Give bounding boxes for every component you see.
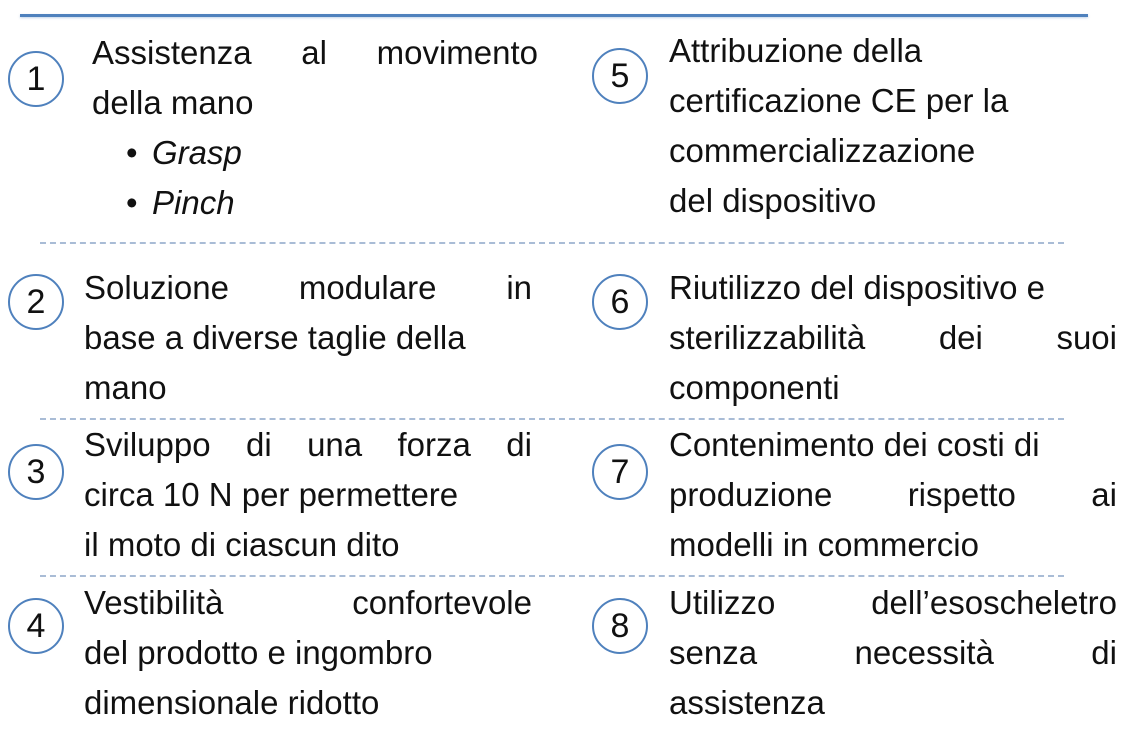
requirement-5 <box>669 26 1109 226</box>
number-badge-7: 7 <box>592 444 648 500</box>
requirement-6 <box>669 263 1117 413</box>
requirement-7-line-3: modelli in commercio <box>669 526 979 563</box>
word: Assistenza <box>92 34 252 71</box>
requirement-2-line-3: mano <box>84 369 167 406</box>
bullet-dot-icon: • <box>126 184 138 221</box>
requirement-6-line-1: Riutilizzo del dispositivo e <box>669 269 1046 306</box>
requirement-5-line-3: commercializzazione <box>669 132 976 169</box>
row-divider-1 <box>40 242 1064 244</box>
word: Vestibilità <box>84 584 224 621</box>
requirement-1-line-1 <box>92 28 538 78</box>
word: produzione <box>669 476 833 513</box>
word: in <box>506 269 532 306</box>
requirement-1 <box>92 28 538 228</box>
requirement-3-line-1 <box>84 420 532 470</box>
requirement-2-line-2: base a diverse taglie della <box>84 319 466 356</box>
word: al <box>301 34 327 71</box>
word: suoi <box>1056 319 1117 356</box>
requirement-2-line-1 <box>84 263 532 313</box>
word: senza <box>669 634 758 671</box>
requirement-3 <box>84 420 532 570</box>
word: di <box>506 426 532 463</box>
number-badge-4: 4 <box>8 598 64 654</box>
requirement-4-line-1 <box>84 578 532 628</box>
requirement-7-line-2 <box>669 470 1117 520</box>
word: Sviluppo <box>84 426 211 463</box>
word: dei <box>938 319 983 356</box>
word: ai <box>1091 476 1117 513</box>
word: di <box>1091 634 1117 671</box>
requirement-5-line-2: certificazione CE per la <box>669 82 1009 119</box>
bullet-label: Grasp <box>152 134 242 171</box>
bullet-item-pinch <box>92 178 538 228</box>
requirement-4-line-3: dimensionale ridotto <box>84 684 380 721</box>
word: forza <box>397 426 471 463</box>
top-rule <box>20 14 1088 17</box>
requirement-3-line-3: il moto di ciascun dito <box>84 526 400 563</box>
requirement-8 <box>669 578 1117 728</box>
bullet-item-grasp <box>92 128 538 178</box>
word: rispetto <box>907 476 1016 513</box>
requirement-4-line-2: del prodotto e ingombro <box>84 634 433 671</box>
word: di <box>245 426 272 463</box>
requirement-8-line-1 <box>669 578 1117 628</box>
requirement-1-line-2: della mano <box>92 84 254 121</box>
requirement-8-line-3: assistenza <box>669 684 825 721</box>
bullet-dot-icon: • <box>126 134 138 171</box>
word: Utilizzo <box>669 584 776 621</box>
requirement-8-line-2 <box>669 628 1117 678</box>
row-divider-3 <box>40 575 1064 577</box>
word: Soluzione <box>84 269 229 306</box>
requirement-4 <box>84 578 532 728</box>
requirement-6-line-3: componenti <box>669 369 840 406</box>
word: movimento <box>376 34 538 71</box>
word: modulare <box>298 269 437 306</box>
number-badge-3: 3 <box>8 444 64 500</box>
requirement-2 <box>84 263 532 413</box>
word: confortevole <box>352 584 532 621</box>
requirement-5-line-4: del dispositivo <box>669 182 877 219</box>
number-badge-8: 8 <box>592 598 648 654</box>
requirement-7 <box>669 420 1117 570</box>
word: dell’esoscheletro <box>871 584 1117 621</box>
word: una <box>307 426 363 463</box>
requirement-6-line-2 <box>669 313 1117 363</box>
number-badge-2: 2 <box>8 274 64 330</box>
number-badge-6: 6 <box>592 274 648 330</box>
bullet-label: Pinch <box>152 184 235 221</box>
requirement-7-line-1: Contenimento dei costi di <box>669 426 1040 463</box>
requirement-5-line-1: Attribuzione della <box>669 32 923 69</box>
word: sterilizzabilità <box>669 319 866 356</box>
word: necessità <box>854 634 994 671</box>
number-badge-1: 1 <box>8 51 64 107</box>
number-badge-5: 5 <box>592 48 648 104</box>
requirement-3-line-2: circa 10 N per permettere <box>84 476 459 513</box>
